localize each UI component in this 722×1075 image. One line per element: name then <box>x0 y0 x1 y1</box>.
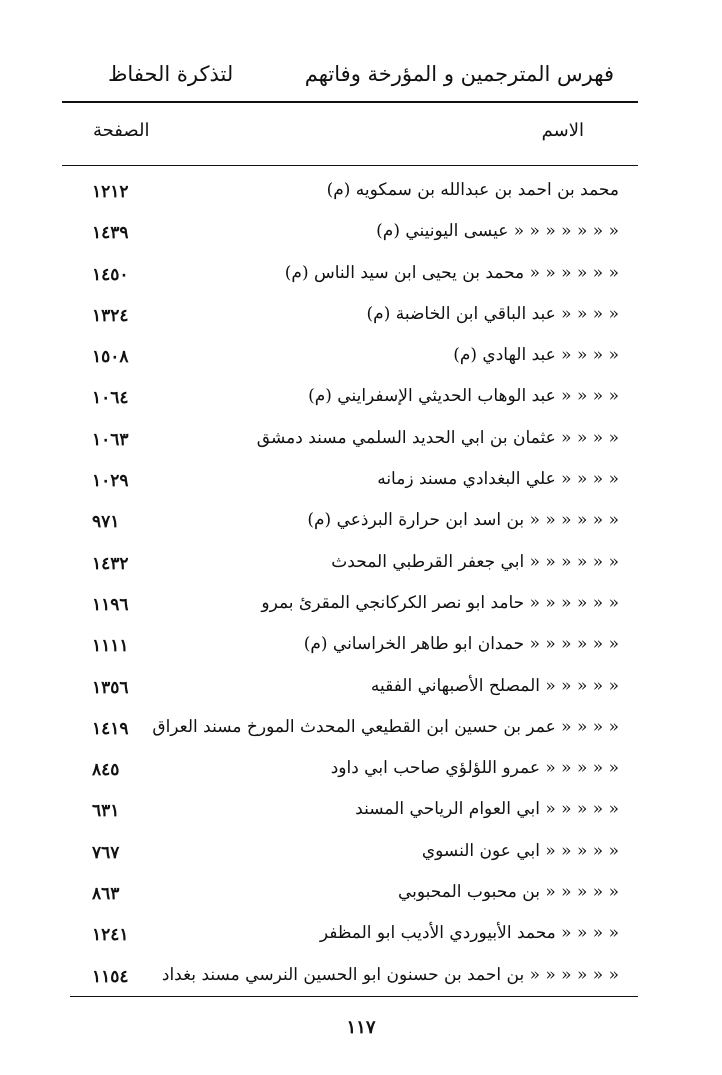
page-number: ١١٧ <box>346 1017 376 1038</box>
entry-name: « « « « « « « عيسى اليونيني (م) <box>376 221 619 242</box>
list-item <box>0 420 722 461</box>
list-item <box>0 461 722 502</box>
list-item <box>0 378 722 419</box>
book-title: لتذكرة الحفاظ <box>108 62 234 86</box>
entry-page: ١٥٠٨ <box>92 347 129 368</box>
entry-page: ١٤٥٠ <box>92 264 129 285</box>
entry-name: « « « « « « محمد بن يحيى ابن سيد الناس (م) <box>284 262 619 283</box>
list-item <box>0 172 722 213</box>
entry-page: ١٢١٢ <box>92 182 129 202</box>
entry-page: ١٣٢٤ <box>92 305 129 326</box>
entry-name: « « « « علي البغدادي مسند زمانه <box>377 469 619 490</box>
entry-page: ٧٦٧ <box>92 842 120 863</box>
page-column-header: الصفحة <box>93 120 150 141</box>
list-item <box>0 626 722 667</box>
list-item <box>0 668 722 709</box>
entry-page: ١٤٣٢ <box>92 553 129 574</box>
list-item <box>0 957 722 998</box>
entry-page: ١٠٦٤ <box>92 388 129 409</box>
entry-page: ٨٦٣ <box>92 884 120 905</box>
name-column-header: الاسم <box>541 120 584 141</box>
list-item <box>0 502 722 543</box>
header-rule <box>62 101 638 103</box>
index-title: فهرس المترجمين و المؤرخة وفاتهم <box>304 62 614 86</box>
entry-name: « « « « عمر بن حسين ابن القطيعي المحدث المورخ مسند العراق <box>152 716 619 737</box>
entries-list <box>0 172 722 998</box>
entry-name: « « « « محمد الأبيوردي الأديب ابو المظفر <box>319 923 619 944</box>
entry-page: ١٠٢٩ <box>92 471 129 492</box>
entry-page: ١١٥٤ <box>92 966 129 987</box>
entry-page: ٦٣١ <box>92 801 120 822</box>
list-item <box>0 915 722 956</box>
entry-name: « « « « « ابي عون النسوي <box>421 840 619 861</box>
entry-page: ٨٤٥ <box>92 760 120 781</box>
entry-page: ١١٩٦ <box>92 594 129 615</box>
list-item <box>0 833 722 874</box>
entry-page: ١٣٥٦ <box>92 677 129 698</box>
entry-name: « « « « عبد الهادي (م) <box>453 345 619 366</box>
list-item <box>0 544 722 585</box>
entry-name: « « « « « « حمدان ابو طاهر الخراساني (م) <box>303 634 619 655</box>
list-item <box>0 750 722 791</box>
entry-page: ١٢٤١ <box>92 925 129 946</box>
entry-page: ١٤٣٩ <box>92 223 129 244</box>
entry-name: « « « « « « بن اسد ابن حرارة البرذعي (م) <box>307 510 619 531</box>
list-item <box>0 585 722 626</box>
entry-name: « « « « « عمرو اللؤلؤي صاحب ابي داود <box>330 758 619 779</box>
entry-page: ٩٧١ <box>92 512 120 533</box>
list-item <box>0 874 722 915</box>
list-item <box>0 337 722 378</box>
entry-name: « « « « « ابي العوام الرياحي المسند <box>355 799 619 820</box>
column-rule <box>62 165 638 166</box>
entry-name: « « « « عبد الوهاب الحديثي الإسفرايني (م) <box>308 386 619 407</box>
entry-name: « « « « « المصلح الأصبهاني الفقيه <box>370 675 619 696</box>
list-item <box>0 791 722 832</box>
entry-page: ١٤١٩ <box>92 718 129 739</box>
entry-name: « « « « « بن محبوب المحبوبي <box>397 882 619 903</box>
list-item <box>0 709 722 750</box>
entry-name: « « « « عثمان بن ابي الحديد السلمي مسند دمشق <box>256 427 619 448</box>
entry-name: محمد بن احمد بن عبدالله بن سمكويه (م) <box>326 180 619 200</box>
entry-name: « « « « عبد الباقي ابن الخاضبة (م) <box>366 303 619 324</box>
list-item <box>0 213 722 254</box>
entry-name: « « « « « « ابي جعفر القرطبي المحدث <box>331 551 619 572</box>
list-item <box>0 296 722 337</box>
footer-rule <box>70 996 638 997</box>
entry-page: ١٠٦٣ <box>92 429 129 450</box>
entry-name: « « « « « « حامد ابو نصر الكركانجي المقرئ بمرو <box>261 592 619 613</box>
entry-page: ١١١١ <box>92 636 129 657</box>
list-item <box>0 255 722 296</box>
entry-name: « « « « « « بن احمد بن حسنون ابو الحسين النرسي مسند بغداد <box>161 964 619 985</box>
